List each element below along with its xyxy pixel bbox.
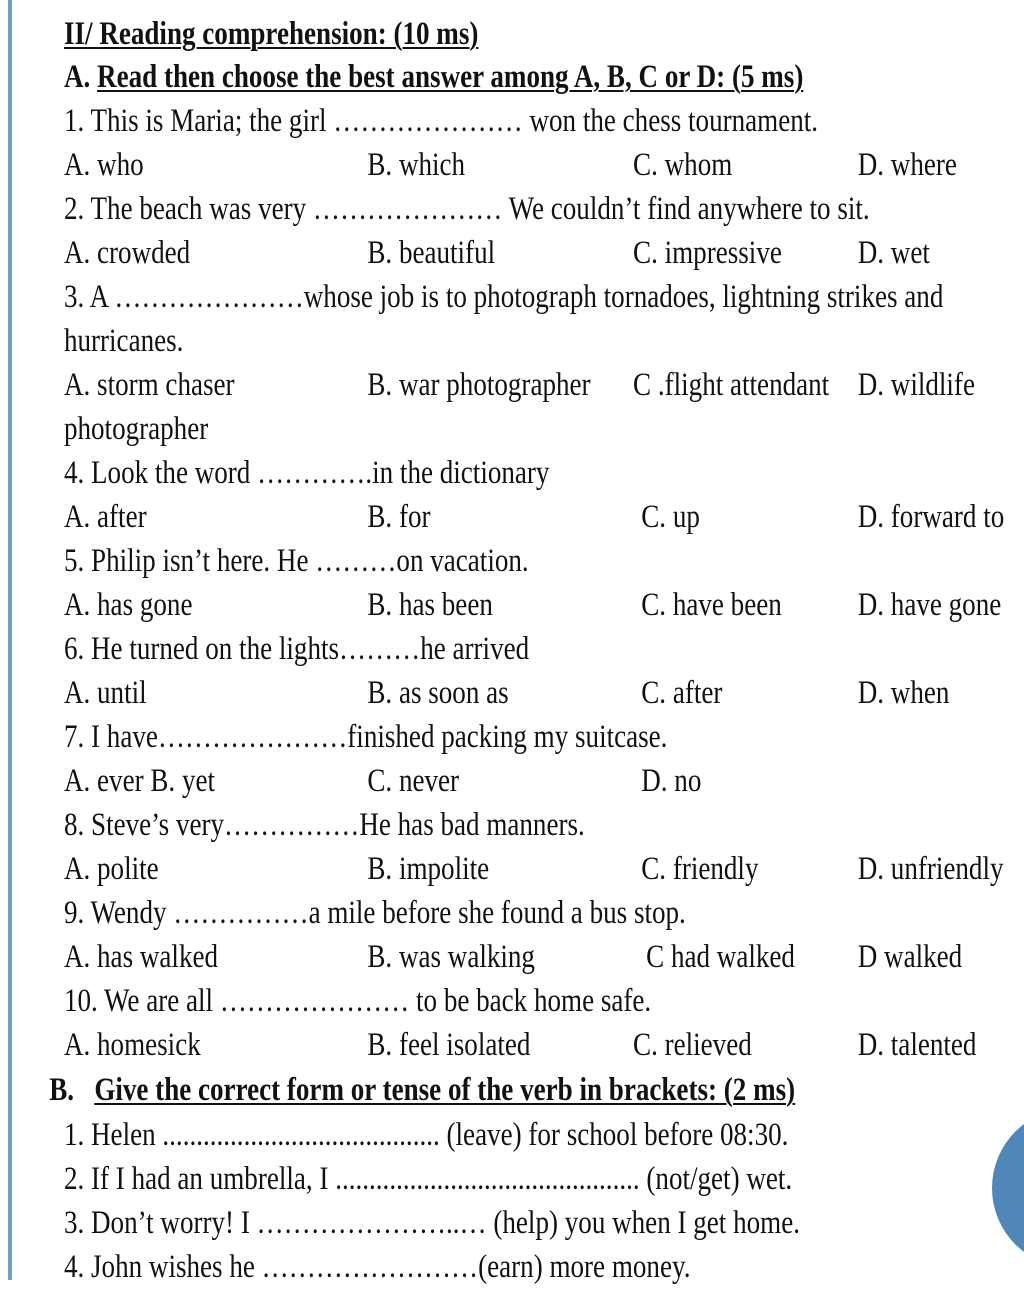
q8-option-a: A. polite bbox=[63, 851, 159, 887]
part-a-letter: A. bbox=[63, 59, 91, 95]
q3-option-c: C .flight attendant bbox=[633, 367, 830, 403]
q9-option-b: B. was walking bbox=[367, 939, 535, 975]
q3-option-d-continued: photographer bbox=[63, 411, 209, 447]
q4-option-b: B. for bbox=[367, 499, 431, 535]
section-title: II/ Reading comprehension: (10 ms) bbox=[63, 16, 479, 52]
q10-option-c: C. relieved bbox=[633, 1027, 752, 1063]
part-b-item-1: 1. Helen ......................................... (leave) for school before 08:30. bbox=[63, 1117, 789, 1153]
q2-option-c: C. impressive bbox=[633, 235, 782, 271]
q8-option-d: D. unfriendly bbox=[857, 851, 1004, 887]
question-3-stem-continued: hurricanes. bbox=[63, 323, 184, 359]
part-a-instruction: Read then choose the best answer among A, B, C or D: (5 ms) bbox=[97, 59, 804, 95]
question-5-stem: 5. Philip isn’t here. He ………on vacation. bbox=[63, 543, 529, 579]
q4-option-c: C. up bbox=[641, 499, 700, 535]
part-b-item-2: 2. If I had an umbrella, I ............................................. (not/get) wet. bbox=[63, 1161, 793, 1197]
q10-option-b: B. feel isolated bbox=[367, 1027, 531, 1063]
q7-option-a-b: A. ever B. yet bbox=[63, 763, 216, 799]
q2-option-d: D. wet bbox=[857, 235, 930, 271]
q6-option-c: C. after bbox=[641, 675, 723, 711]
q9-option-c: C had walked bbox=[646, 939, 795, 975]
q1-option-d: D. where bbox=[857, 147, 957, 183]
part-b-letter: B. bbox=[49, 1072, 75, 1108]
question-4-stem: 4. Look the word ………….in the dictionary bbox=[63, 455, 550, 491]
question-9-stem: 9. Wendy ……………a mile before she found a bus stop. bbox=[63, 895, 686, 931]
decorative-circle bbox=[992, 1108, 1024, 1268]
part-b-instruction: Give the correct form or tense of the verb in brackets: (2 ms) bbox=[94, 1072, 796, 1108]
part-b-heading bbox=[49, 1068, 795, 1112]
q6-option-d: D. when bbox=[857, 675, 950, 711]
q1-option-a: A. who bbox=[63, 147, 144, 183]
question-2-stem: 2. The beach was very ………………… We couldn’t find anywhere to sit. bbox=[63, 191, 870, 227]
q2-option-b: B. beautiful bbox=[367, 235, 496, 271]
q3-option-d: D. wildlife bbox=[857, 367, 975, 403]
q4-option-a: A. after bbox=[63, 499, 147, 535]
q9-option-a: A. has walked bbox=[63, 939, 219, 975]
q9-option-d: D walked bbox=[857, 939, 963, 975]
part-a-heading bbox=[64, 55, 803, 99]
question-1-stem: 1. This is Maria; the girl ………………… won the chess tournament. bbox=[63, 103, 819, 139]
q1-option-c: C. whom bbox=[633, 147, 733, 183]
q6-option-a: A. until bbox=[63, 675, 147, 711]
q6-option-b: B. as soon as bbox=[367, 675, 509, 711]
question-7-stem: 7. I have…………………finished packing my suitcase. bbox=[63, 719, 668, 755]
q1-option-b: B. which bbox=[367, 147, 466, 183]
q3-option-a: A. storm chaser bbox=[63, 367, 235, 403]
q10-option-a: A. homesick bbox=[63, 1027, 201, 1063]
q7-option-d: D. no bbox=[641, 763, 702, 799]
q5-option-d: D. have gone bbox=[857, 587, 1002, 623]
question-10-stem: 10. We are all ………………… to be back home safe. bbox=[63, 983, 652, 1019]
question-3-stem: 3. A …………………whose job is to photograph tornadoes, lightning strikes and bbox=[63, 279, 944, 315]
q3-option-b: B. war photographer bbox=[367, 367, 591, 403]
q4-option-d: D. forward to bbox=[857, 499, 1005, 535]
question-6-stem: 6. He turned on the lights………he arrived bbox=[63, 631, 530, 667]
question-8-stem: 8. Steve’s very……………He has bad manners. bbox=[63, 807, 585, 843]
q8-option-c: C. friendly bbox=[641, 851, 759, 887]
q7-option-c: C. never bbox=[367, 763, 460, 799]
q10-option-d: D. talented bbox=[857, 1027, 977, 1063]
part-b-item-4: 4. John wishes he ……………………(earn) more money. bbox=[63, 1249, 691, 1285]
q5-option-a: A. has gone bbox=[63, 587, 193, 623]
q8-option-b: B. impolite bbox=[367, 851, 490, 887]
q5-option-c: C. have been bbox=[641, 587, 782, 623]
q5-option-b: B. has been bbox=[367, 587, 493, 623]
part-b-item-3: 3. Don’t worry! I …………………..… (help) you when I get home. bbox=[63, 1205, 800, 1241]
q2-option-a: A. crowded bbox=[63, 235, 191, 271]
